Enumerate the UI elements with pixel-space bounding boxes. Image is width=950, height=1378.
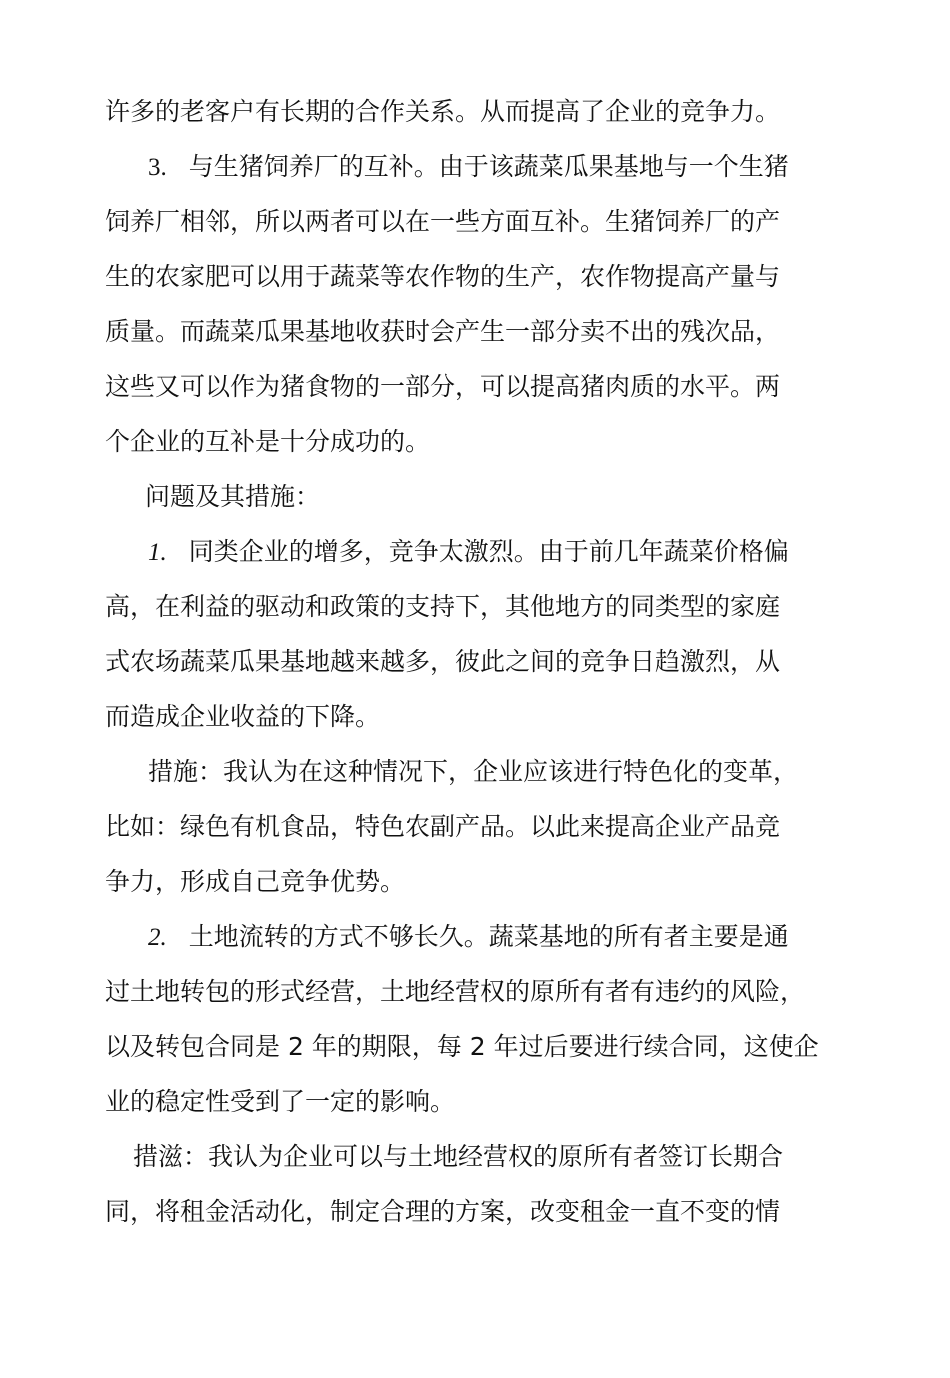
text-line: 式农场蔬菜瓜果基地越来越多，彼此之间的竞争日趋激烈，从: [105, 647, 781, 676]
text-line: 同类企业的增多，竞争太激烈。由于前几年蔬菜价格偏: [188, 537, 789, 566]
text-line: 与生猪饲养厂的互补。由于该蔬菜瓜果基地与一个生猪: [188, 152, 789, 181]
text-line: 过土地转包的形式经营，土地经营权的原所有者有违约的风险，: [105, 977, 806, 1006]
list-number: 1.: [148, 539, 167, 566]
text-line: 比如：绿色有机食品，特色农副产品。以此来提高企业产品竞: [105, 812, 781, 841]
text-line: 饲养厂相邻，所以两者可以在一些方面互补。生猪饲养厂的产: [105, 207, 781, 236]
text-line: 这些又可以作为猪食物的一部分，可以提高猪肉质的水平。两: [105, 372, 781, 401]
text-line: 生的农家肥可以用于蔬菜等农作物的生产，农作物提高产量与: [105, 262, 781, 291]
list-number: 2.: [148, 924, 167, 951]
text-line: 质量。而蔬菜瓜果基地收获时会产生一部分卖不出的残次品，: [105, 317, 781, 346]
section-heading: 问题及其措施：: [145, 482, 321, 511]
text-line: 措滋：我认为企业可以与土地经营权的原所有者签订长期合: [133, 1142, 784, 1171]
numbered-item-1: [148, 537, 789, 568]
text-line: 业的稳定性受到了一定的影响。: [105, 1087, 456, 1116]
text-line: 同，将租金活动化，制定合理的方案，改变租金一直不变的情: [105, 1197, 781, 1226]
text-line: 许多的老客户有长期的合作关系。从而提高了企业的竞争力。: [105, 97, 781, 126]
text-line: 以及转包合同是 2 年的期限，每 2 年过后要进行续合同，这使企: [105, 1032, 819, 1061]
text-line: 措施：我认为在这种情况下，企业应该进行特色化的变革，: [148, 757, 799, 786]
list-number: 3.: [148, 154, 167, 181]
numbered-item-3: [148, 152, 789, 183]
numbered-item-2: [148, 922, 789, 953]
text-line: 高，在利益的驱动和政策的支持下，其他地方的同类型的家庭: [105, 592, 781, 621]
text-line: 争力，形成自己竞争优势。: [105, 867, 406, 896]
text-line: 个企业的互补是十分成功的。: [105, 427, 431, 456]
text-line: 而造成企业收益的下降。: [105, 702, 381, 731]
text-line: 土地流转的方式不够长久。蔬菜基地的所有者主要是通: [188, 922, 789, 951]
